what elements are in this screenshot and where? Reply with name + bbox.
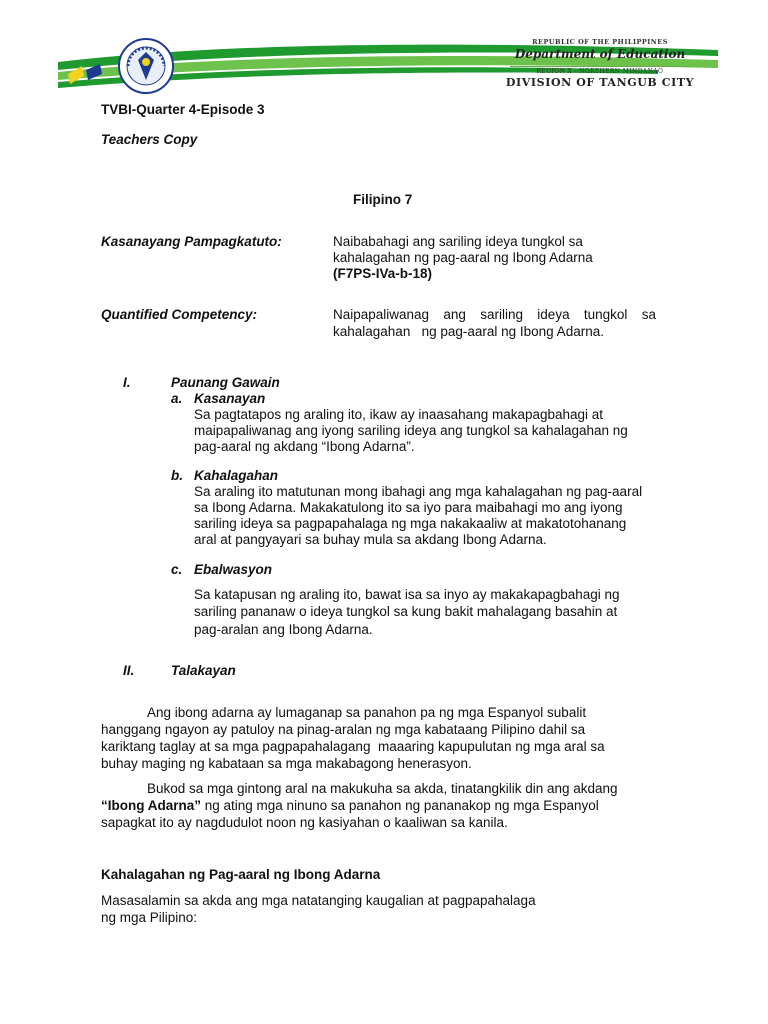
item-c-title: Ebalwasyon	[194, 562, 273, 577]
paragraph-1-line: kariktang taglay at sa mga pagpapahalagang maaaring kapupulutan ng mga aral sa	[101, 739, 605, 754]
qc-line-1: Naipapaliwanag ang sariling ideya tungkol sa	[333, 307, 656, 322]
item-c-line: sariling pananaw o ideya tungkol sa kung bakit mahalagang basahin at	[194, 604, 618, 619]
paragraph-1-line: buhay maging ng kabataan sa mga makabagong henerasyon.	[101, 756, 472, 771]
item-b-line: Sa araling ito matutunan mong ibahagi ang mga kahalagahan ng pag-aaral	[194, 484, 643, 499]
paragraph-1-line: Ang ibong adarna ay lumaganap sa panahon pa ng mga Espanyol subalit	[147, 705, 587, 720]
item-a-line: maipapaliwanag ang iyong sariling ideya ang tungkol sa kahalagahan ng	[194, 423, 628, 438]
qc-line-2: kahalagahan ng pag-aaral ng Ibong Adarna.	[333, 324, 604, 339]
kasanayan-line-2: kahalagahan ng pag-aaral ng Ibong Adarna	[333, 250, 593, 265]
item-b-line: aral at pangyayari sa buhay mula sa akdang Ibong Adarna.	[194, 532, 547, 547]
paragraph-3-line: Masasalamin sa akda ang mga natatanging kaugalian at pagpapahalaga	[101, 893, 536, 908]
paragraph-2-line: sapagkat ito ay nagdudulot noon ng kasiyahan o kaaliwan sa kanila.	[101, 815, 508, 830]
item-c-line: pag-aralan ang Ibong Adarna.	[194, 622, 373, 637]
item-a-label: a.	[171, 391, 183, 406]
episode-title: TVBI-Quarter 4-Episode 3	[101, 102, 265, 117]
kasanayan-label: Kasanayang Pampagkatuto:	[101, 234, 282, 249]
ibong-adarna-bold: “Ibong Adarna”	[101, 798, 201, 813]
paragraph-2-line-2-rest: ng ating mga ninuno sa panahon ng pananakop ng mga Espanyol	[201, 798, 599, 813]
section-1-title: Paunang Gawain	[171, 375, 280, 390]
section-2-number: II.	[123, 663, 135, 678]
deped-seal-icon	[118, 38, 174, 94]
item-b-line: sariling ideya sa pagpapahalaga ng mga nakakaaliw at makatotohanang	[194, 516, 627, 531]
teachers-copy: Teachers Copy	[101, 132, 198, 147]
item-a-title: Kasanayan	[194, 391, 266, 406]
deped-header-text	[490, 38, 710, 89]
item-c-line: Sa katapusan ng araling ito, bawat isa sa inyo ay makakapagbahagi ng	[194, 587, 620, 602]
section-heading: Kahalagahan ng Pag-aaral ng Ibong Adarna	[101, 867, 381, 882]
division-text: DIVISION OF TANGUB CITY	[505, 76, 695, 89]
paragraph-3-line: ng mga Pilipino:	[101, 910, 198, 925]
item-b-line: sa Ibong Adarna. Makakatulong ito sa iyo para maibahagi mo ang iyong	[194, 500, 623, 515]
section-2-title: Talakayan	[171, 663, 236, 678]
item-a-line: pag-aaral ng akdang “Ibong Adarna”.	[194, 439, 415, 454]
region-text: REGION X - NORTHERN MINDANAO	[510, 66, 690, 75]
item-b-label: b.	[171, 468, 183, 483]
item-b-title: Kahalagahan	[194, 468, 279, 483]
paragraph-2-line: Bukod sa mga gintong aral na makukuha sa akda, tinatangkilik din ang akdang	[147, 781, 618, 796]
paragraph-2-line-2	[101, 797, 599, 814]
item-c-label: c.	[171, 562, 183, 577]
item-a-line: Sa pagtatapos ng araling ito, ikaw ay inaasahang makapagbahagi at	[194, 407, 604, 422]
paragraph-1-line: hanggang ngayon ay patuloy na pinag-aralan ng mga kabataang Pilipino dahil sa	[101, 722, 586, 737]
kasanayan-code: (F7PS-IVa-b-18)	[333, 266, 433, 281]
department-text: Department of Education	[514, 47, 686, 61]
subject-title: Filipino 7	[353, 192, 413, 207]
kasanayan-line-1: Naibabahagi ang sariling ideya tungkol sa	[333, 234, 583, 249]
qc-label: Quantified Competency:	[101, 307, 258, 322]
section-1-number: I.	[123, 375, 131, 390]
republic-text: REPUBLIC OF THE PHILIPPINES	[532, 38, 668, 46]
